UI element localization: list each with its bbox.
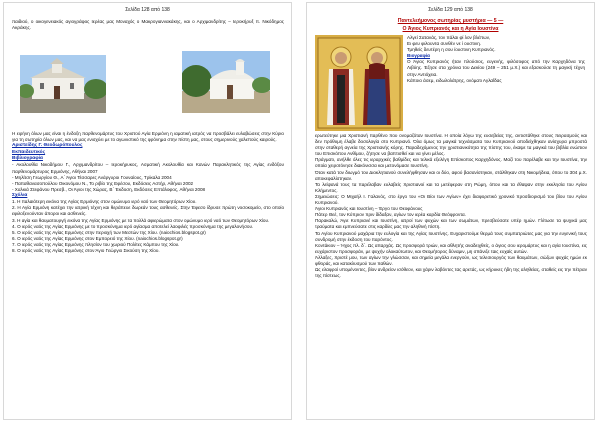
bibliography-item: - Μηλίτση Γεωργίου Θ., Α΄ Άγιοι Τέσσαρες Ανάργυροι Γουναίους, Τρίκαλα 2004	[12, 174, 172, 180]
author-role: Εκπαιδευτικός	[12, 149, 46, 155]
author-heading: Αριστείδης Γ. Θεοδωρόπουλος	[12, 143, 83, 149]
left-body	[12, 131, 284, 254]
verse-line: Ει φευ φιλουντα συνθέν νε ί ουστινη.	[407, 41, 482, 47]
verse-line: Αλγεί Σατανάς, τον πάλαι φί λον βλέπων,	[407, 35, 491, 40]
notes-heading: Σχόλια	[12, 192, 28, 198]
right-page	[306, 2, 595, 420]
verse-line: Τμηθείς δευτέρη η σου ίουστινη Κυπριανός.	[407, 47, 496, 53]
intro-paragraph: παιδιού, ο οικογενειακός αγιογράφος Ιερέας μας Μοναχός ο Μακρογιαννακάκης, και ο Αρχιμανδρίτης – Ιεροκήρυξ π. Νικόδημος Ακράκης.	[12, 19, 284, 31]
chapel-photo	[182, 51, 270, 113]
note-item: 6. Ο ιερός ναός της Αγίας Ερμιόνης στον Εμπορειό της Χίου. (naiochios.blogspot.gr)	[12, 235, 183, 241]
note-item: 8. Ο ιερός ναός της Αγίας Ερμιόνης στον Άγιο Γεώργιο Σικούση της Χίου.	[12, 248, 160, 254]
right-body	[315, 133, 587, 279]
series-title: Παντελεήμονος σωτηρίας μυστήρια — 5 —	[397, 18, 504, 24]
bibliography-heading: Βιβλιογραφία	[12, 156, 43, 161]
bibliography-item: - Παπαθανασοπούλου Οικονόμου Ν., Το ριβίο της Εφέσου, Εκδόσεις Αστήρ, Αθήναι 2002	[12, 180, 194, 186]
page-number: Σελίδα 129 από 138	[428, 7, 473, 13]
saints-icon	[315, 35, 403, 131]
bibliography-item: - Ακολουθία Νικοδήμου Γ., Αρχιμανδρίτου – Ιεροκήρυκος, Ασματική Ακολουθία και Κανών Παρακλητικός της Αγίας ενδόξου παρθενομάρτυρος Ερμιόνης, Αθήναι 2007	[12, 162, 284, 174]
body-paragraph: ερωτεύτηκε μια Χριστιανή παρθένο που ονομαζόταν Ιουστίνα. Η οποία λόγω της ευσεβείας της, αντιστάθηκε στους πειρασμούς και δεν πρόθυμη έλαβε δοσολογία στο Κυπριανό. Όλα όμως τα μαγικά τεχνάσματα του Κυπριανού αποδείχθηκαν ανίσχυρα μπροστά στην σταθερή αγνεία της Χριστιανής κόρης. Παραδεχόμενος την χριστιανικότητα της πίστης του, έκαψε τα μαγικά του βιβλία ενώπιον του Επισκόπου Ανθίμου, ζήτησε να βαπτισθεί και να γίνει μέλος.	[315, 133, 587, 157]
note-item: 7. Ο ιερός ναός της Αγίας Ερμιόνης πλησίον του χωριού Πολίτες Κάμπου της Χίου.	[12, 241, 180, 247]
biography-heading: Βιογραφία	[407, 53, 431, 59]
church-photo	[20, 55, 106, 113]
closing-paragraph: Η ειρήνη όλων μας είναι η ένδοξη παρθενομάρτυς του Χριστού Αγία Ερμιόνη η ιαματική ιατρός να προσβάλει ευλαβώσεις στην Κύριο για τη σωτηρία όλων μας, και να μας ενισχύει με το αγωνιστικό της φρόνημα στην πίστη μας, στους σημερινούς χαλεπούς καιρούς.	[12, 131, 284, 143]
note-item: 5. Ο ιερός ναός της Αγίας Ερμιόνης στην περιοχή των Μεστών της Χίου. (naiochios.blogspot.gr)	[12, 229, 206, 235]
left-page	[3, 2, 292, 420]
note-item: 3. Η αγία και θαυματουργή εικόνα της Αγίας Ερμιόνης με τα πολλά αφιερώματα στον ομώνυμο ιερό ναό των Θεομητόρων Χίου.	[12, 217, 270, 223]
body-paragraph: Άλλαξες, Χριστέ μου, των αγίων την γλώσσαν, και σημεία μεγάλα ενεργούν, ως τελεσιουργός των θαυμάτων, σώζων ψυχάς ημών εκ φθοράς, και κατακλυσμού των παθών.	[315, 254, 587, 266]
article-title: Ο Άγιος Κυπριανός και η Αγία Ιουστίνα	[402, 26, 499, 32]
note-item: 1. Η παλαιότερη εικόνα της Αγίας Ερμιόνης στον ομώνυμο ιερό ναό των Θεομητόρων Χίου.	[12, 199, 197, 205]
page-number: Σελίδα 128 από 138	[125, 7, 170, 13]
body-paragraph: Πράγματι, ανήλθε όλες τις ιεραρχικές βαθμίδες και τελικά εξελέγη Επίσκοπος Καρχηδόνος. Μαζί του παρέλαβε και την Ιουστίνα, την οποία χειροτόνησε διακόνισσα και μετονόμασε Ιουστίνη.	[315, 157, 587, 169]
body-paragraph: Τα Αγίου Κυπριανού μαχάρια την ευλογία και της Αγίας Ιουστίνης. Ευχαριστούμε θερμά τους συμπατριώτες μας για την ευγενική τους συνδρομή στην έκδοση του παρόντος.	[315, 230, 587, 242]
bibliography-item: - Χαλκιά Στεφάνου Πρεσβ., Οι Άγιοι της Χώρας, Β΄ Έκδοση, Εκδόσεις Επτάλοφος, Αθήναι 2008	[12, 186, 206, 192]
note-item: 2. Η Αγία Ερμιόνη κατέχει την ιατρική τέχνη και θεράπευε δωρεάν τους ασθενείς. Στην Έφεσο ίδρυσε πρώτη νοσοκομείο, στο οποίο εφιλοξενούνταν άποροι και ασθενείς.	[12, 205, 284, 217]
body-paragraph: Παρακαλώ, Άγιε Κυπριανέ και Ιουστίνη, ιατροί των ψυχών και των σωμάτων, πρεσβεύσατε υπέρ ημών. Γλίτωσε τα ψυχικά μας τραύματα και εμπνεύσατε στις καρδίες μας την αληθινή πίστη.	[315, 218, 587, 230]
note-item: 4. Ο ιερός ναός της Αγίας Ερμιόνης με το προσκύνημα ιερό αγίασμα αποτελεί λαοφιλές προσκύνημα της μεγαλονήσου.	[12, 223, 254, 229]
body-paragraph: Πάτερ Θεέ, τον Κύπριον πριν δίδαξαν, αγίων τον ιερέα καρδία Θεόφροντα.	[315, 212, 466, 218]
side-text	[407, 35, 585, 84]
biography-paragraph: Κάποιο άσεμ, ειδωλολάτρης, ονόματι Αγλαΐδας	[407, 77, 502, 83]
biography-paragraph: Ο Άγιος Κυπριανός ήταν πλούσιος, ευγενής, φιλόσοφος από την Καρχηδόνα της Λιβύης. Έζησε στα χρόνια του Δεκίου (249 – 251 μ.Χ.) και εξασκούσε τη μαγική τέχνη στην Αντιόχεια.	[407, 59, 585, 77]
body-paragraph: Ως ελαφροί υπομένοντες, βίον ανδρείον ισόθεον, και χάριν λαβόντες τας αρετάς, ως κήρυκες ήδη της αληθείας, σταθείς εις την πέτραν της πίστεως.	[315, 267, 587, 279]
body-paragraph: Σημειώσεις: Ο Μιχαήλ Ι. Γαλανός, στο έργο του «Οι Βίοι των Αγίων» έχει διαφορετικό χρονικό προσδιορισμό του βίου του Αγίου Κυπριανού.	[315, 193, 587, 206]
body-paragraph: Κοντάκιον – Ήχος πλ. δ΄. Ως απαρχάς. Ως προσφορά τριών, και αθλητής αναδειχθείς, ο άγιος σου ιερομάρτυς και η αγία Ιουστίνα, εις ευχάριστον προσφοράν, με ψυχήν ολοκαύτωτον, και Θεομήτορος δύναμιν, μη σπάνιζε ταις ευχαίς αυτών.	[315, 242, 587, 254]
body-paragraph: Όταν κατά τον διωγμό του Διοκλητιανού συνελήφθησαν και οι δύο, αφού βασανίστηκαν, στάλθηκαν στη Νικομήδεια, όπου το 304 μ.Χ. αποκεφαλίστηκαν.	[315, 169, 587, 181]
body-paragraph: Άγιοι Κυπριανός και Ιουστίνη – Έργο του Θεοφάνους	[315, 206, 423, 212]
body-paragraph: Τα λείψανά τους τα παρέλαβαν ευλαβείς Χριστιανοί και τα μετέφεραν στη Ρώμη, όπου και τα έθαψαν στην εκκλησία του Αγίου Κλήμεντος.	[315, 181, 587, 193]
